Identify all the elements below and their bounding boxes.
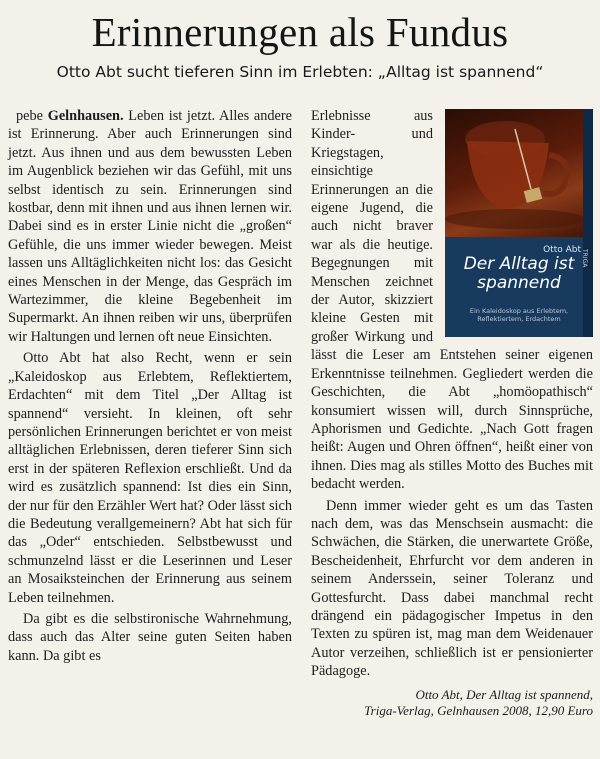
article-headline: Erinnerungen als Fundus xyxy=(91,9,509,55)
credit-line-1: Otto Abt, Der Alltag ist spannend, xyxy=(415,686,593,702)
paragraph-3: Da gibt es die selbstironische Wahrnehmung, dass auch das Alter seine guten Seiten haben kann. Da gibt es xyxy=(8,610,292,664)
paragraph-5: Denn immer wieder geht es um das Tasten nach dem, was das Menschsein ausmacht: die Schwächen, die Stärken, die unerwartete Größe, Bescheidenheit, Ehrfurcht vor dem anderen in seinem Anderssein, seiner Toleranz und Gottesfurcht. Dass dabei manchmal recht drängend ein pädagogischer Impetus in den Texten zu spüren ist, mag man dem Weidenauer Autor verzeihen, schließlich ist er pensionierter Pädagoge. xyxy=(311,497,593,680)
credit-line-2: Triga-Verlag, Gelnhausen 2008, 12,90 Euro xyxy=(364,702,593,718)
paragraph-4: Erlebnisse aus Kinder- und Kriegstagen, einsichtige Erinnerungen an die eigene Jugend, die auch nicht braver war als die heutige. Begegnungen mit Menschen zeichnet der Autor, skizziert kleine Gesten mit großer Wirkung und lässt die Leser am Entstehen seiner eigenen Erkenntnisse teilnehmen. Gegliedert werden die Geschichten, die Abt „homöopathisch“ konsumiert wissen will, durch Sinnsprüche, Aphorismen und Gedichte. „Nach Gott fragen heißt: Augen und Ohren öffnen“, heißt einer von ihnen. Dies mag als stilles Motto des Buches mit bedacht werden. xyxy=(311,108,593,493)
cover-title: Der Alltag ist spannend xyxy=(463,254,575,293)
cover-author: Otto Abt xyxy=(543,245,581,255)
article-subheadline: Otto Abt sucht tieferen Sinn im Erlebten: „Alltag ist spannend“ xyxy=(56,63,544,81)
cover-spine xyxy=(583,109,593,337)
paragraph-1-text: Leben ist jetzt. Alles andere ist Erinnerung. Aber auch Erinnerungen sind jetzt. Aus ihnen und aus dem bewussten Leben im Augenblick beziehen wir das Gefühl, mit uns selbst identisch zu sein. Erinnerungen sind kostbar, denn mit ihnen und aus ihnen lernen wir. Dabei sind es in erster Linie nicht die „großen“ Gefühle, die uns immer wieder bewegen. Meist lassen uns Alltäglichkeiten nicht los: das Gesicht eines Menschen in der Menge, das Gespräch im Wartezimmer, die kleine Begebenheit im Supermarkt. An ihnen reiben wir uns, überprüfen wir Haltungen und lernen oft neue Einsichten. xyxy=(8,108,292,345)
cover-publisher: TRIGA xyxy=(581,249,588,268)
article-column-left xyxy=(8,107,292,665)
dateline: Gelnhausen. xyxy=(47,108,124,124)
book-cover-image xyxy=(445,109,593,337)
book-credit xyxy=(311,687,593,719)
article-column-right xyxy=(311,107,593,719)
author-initials: pebe xyxy=(16,108,48,124)
paragraph-1 xyxy=(8,107,292,346)
teacup-photo xyxy=(445,109,593,237)
paragraph-2: Otto Abt hat also Recht, wenn er sein „Kaleidoskop aus Erlebtem, Reflektiertem, Erdachten“ mit dem Titel „Der Alltag ist spannend“ versieht. In kleinen, oft sehr persönlichen Erinnerungen berichtet er von meist alltäglichen Erlebnissen, deren tieferer Sinn sich erst in der späteren Reflexion erschließt. Und da wird es zusätzlich spannend: Ist dies ein Sinn, der nur für den Erzähler Wert hat? Oder lässt sich die Bedeutung verallgemeinern? Abt hat sich für das „Oder“ entschieden. Selbstbewusst und schmunzelnd lässt er die Leserinnen und Leser an Mosaiksteinchen der Erinnerung aus seinem Leben teilnehmen. xyxy=(8,350,292,606)
cover-subtitle: Ein Kaleidoskop aus Erlebtem, Reflektiertem, Erdachtem xyxy=(469,307,569,323)
